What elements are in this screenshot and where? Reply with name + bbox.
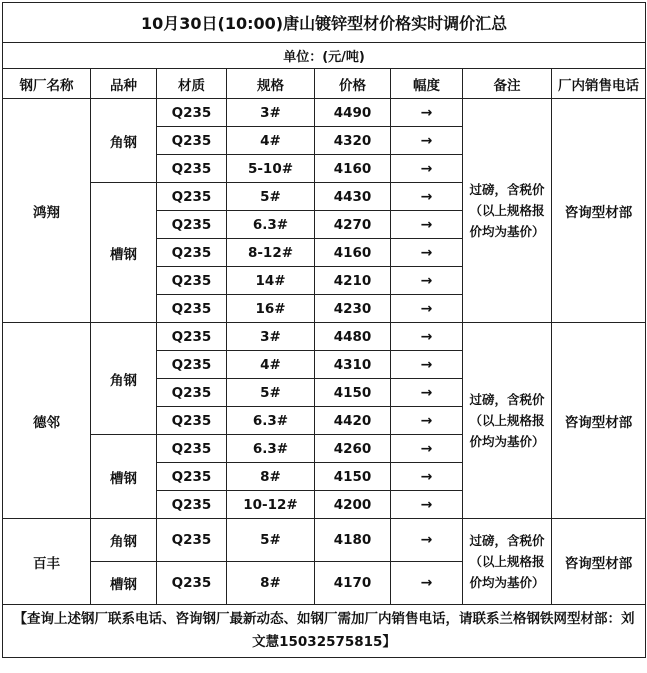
note-cell: 过磅，含税价（以上规格报价均为基价）: [463, 323, 552, 519]
price-cell: 4210: [315, 267, 391, 295]
change-arrow: →: [391, 211, 463, 239]
price-cell: 4310: [315, 351, 391, 379]
change-arrow: →: [391, 155, 463, 183]
material-cell: Q235: [157, 267, 227, 295]
header-spec: 规格: [227, 69, 315, 99]
price-cell: 4420: [315, 407, 391, 435]
change-arrow: →: [391, 407, 463, 435]
header-price: 价格: [315, 69, 391, 99]
variety-name: 槽钢: [91, 435, 157, 519]
price-cell: 4230: [315, 295, 391, 323]
material-cell: Q235: [157, 127, 227, 155]
variety-name: 槽钢: [91, 562, 157, 605]
spec-cell: 6.3#: [227, 407, 315, 435]
material-cell: Q235: [157, 239, 227, 267]
change-arrow: →: [391, 463, 463, 491]
change-arrow: →: [391, 295, 463, 323]
table-row: [3, 99, 646, 127]
header-change: 幅度: [391, 69, 463, 99]
material-cell: Q235: [157, 379, 227, 407]
change-arrow: →: [391, 99, 463, 127]
note-cell: 过磅，含税价（以上规格报价均为基价）: [463, 99, 552, 323]
price-cell: 4480: [315, 323, 391, 351]
spec-cell: 4#: [227, 351, 315, 379]
table-row: [3, 519, 646, 562]
spec-cell: 6.3#: [227, 435, 315, 463]
spec-cell: 16#: [227, 295, 315, 323]
price-cell: 4180: [315, 519, 391, 562]
header-material: 材质: [157, 69, 227, 99]
change-arrow: →: [391, 127, 463, 155]
change-arrow: →: [391, 239, 463, 267]
material-cell: Q235: [157, 407, 227, 435]
spec-cell: 5#: [227, 519, 315, 562]
spec-cell: 5#: [227, 379, 315, 407]
mill-name: 德邻: [3, 323, 91, 519]
price-cell: 4320: [315, 127, 391, 155]
change-arrow: →: [391, 351, 463, 379]
change-arrow: →: [391, 323, 463, 351]
material-cell: Q235: [157, 99, 227, 127]
material-cell: Q235: [157, 562, 227, 605]
price-cell: 4270: [315, 211, 391, 239]
material-cell: Q235: [157, 183, 227, 211]
header-note: 备注: [463, 69, 552, 99]
price-cell: 4200: [315, 491, 391, 519]
mill-name: 鸿翔: [3, 99, 91, 323]
price-table: [2, 2, 646, 658]
spec-cell: 3#: [227, 99, 315, 127]
price-cell: 4150: [315, 379, 391, 407]
change-arrow: →: [391, 183, 463, 211]
header-contact: 厂内销售电话: [552, 69, 646, 99]
table-body: [3, 99, 646, 605]
price-cell: 4160: [315, 239, 391, 267]
spec-cell: 8-12#: [227, 239, 315, 267]
table-row: [3, 323, 646, 351]
material-cell: Q235: [157, 323, 227, 351]
contact-cell: 咨询型材部: [552, 323, 646, 519]
spec-cell: 4#: [227, 127, 315, 155]
price-cell: 4430: [315, 183, 391, 211]
spec-cell: 5-10#: [227, 155, 315, 183]
material-cell: Q235: [157, 463, 227, 491]
spec-cell: 3#: [227, 323, 315, 351]
spec-cell: 8#: [227, 562, 315, 605]
header-row: [3, 69, 646, 99]
variety-name: 槽钢: [91, 183, 157, 323]
header-variety: 品种: [91, 69, 157, 99]
table-title: 10月30日(10:00)唐山镀锌型材价格实时调价汇总: [3, 3, 646, 43]
footer-note: 【查询上述钢厂联系电话、咨询钢厂最新动态、如钢厂需加厂内销售电话，请联系兰格钢铁网型材部：刘文慧15032575815】: [3, 605, 646, 658]
variety-name: 角钢: [91, 99, 157, 183]
variety-name: 角钢: [91, 519, 157, 562]
mill-name: 百丰: [3, 519, 91, 605]
price-cell: 4150: [315, 463, 391, 491]
spec-cell: 8#: [227, 463, 315, 491]
contact-cell: 咨询型材部: [552, 519, 646, 605]
contact-cell: 咨询型材部: [552, 99, 646, 323]
spec-cell: 6.3#: [227, 211, 315, 239]
variety-name: 角钢: [91, 323, 157, 435]
price-cell: 4490: [315, 99, 391, 127]
material-cell: Q235: [157, 435, 227, 463]
material-cell: Q235: [157, 295, 227, 323]
change-arrow: →: [391, 562, 463, 605]
price-cell: 4160: [315, 155, 391, 183]
material-cell: Q235: [157, 519, 227, 562]
material-cell: Q235: [157, 155, 227, 183]
note-cell: 过磅，含税价（以上规格报价均为基价）: [463, 519, 552, 605]
price-cell: 4260: [315, 435, 391, 463]
price-cell: 4170: [315, 562, 391, 605]
material-cell: Q235: [157, 351, 227, 379]
material-cell: Q235: [157, 491, 227, 519]
change-arrow: →: [391, 379, 463, 407]
unit-label: 单位：(元/吨): [3, 43, 646, 69]
change-arrow: →: [391, 435, 463, 463]
change-arrow: →: [391, 519, 463, 562]
material-cell: Q235: [157, 211, 227, 239]
change-arrow: →: [391, 267, 463, 295]
spec-cell: 14#: [227, 267, 315, 295]
spec-cell: 5#: [227, 183, 315, 211]
change-arrow: →: [391, 491, 463, 519]
spec-cell: 10-12#: [227, 491, 315, 519]
header-mill: 钢厂名称: [3, 69, 91, 99]
